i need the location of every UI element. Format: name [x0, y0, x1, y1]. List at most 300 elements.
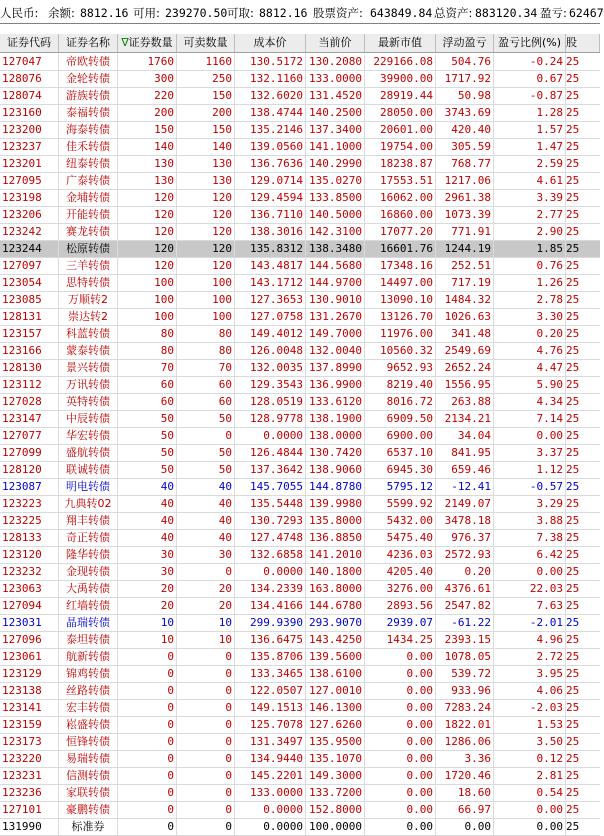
- table-row[interactable]: [0, 241, 600, 258]
- cell-extra: 25: [566, 310, 580, 323]
- cell-price: 138.6100: [306, 666, 365, 682]
- cell-name: 蒙泰转债: [59, 343, 118, 359]
- table-row[interactable]: [0, 275, 600, 292]
- cell-qty: 120: [118, 207, 177, 223]
- cell-qty: 30: [118, 564, 177, 580]
- cell-code: 123085: [0, 292, 59, 308]
- cell-extra: 25: [566, 599, 580, 612]
- table-row[interactable]: [0, 445, 600, 462]
- cell-pnl-ratio: 0.00: [494, 564, 566, 580]
- cell-qty: 10: [118, 615, 177, 631]
- cell-market-value: 2893.56: [365, 598, 436, 614]
- table-row[interactable]: [0, 173, 600, 190]
- cell-sellable: 100: [177, 309, 235, 325]
- cell-code: 123231: [0, 768, 59, 784]
- table-row[interactable]: [0, 530, 600, 547]
- cell-floating-pnl: 1026.63: [436, 309, 494, 325]
- cell-code: 128131: [0, 309, 59, 325]
- cell-sellable: 120: [177, 190, 235, 206]
- cell-sellable: 0: [177, 717, 235, 733]
- cell-price: 293.9070: [306, 615, 365, 631]
- cell-market-value: 0.00: [365, 649, 436, 665]
- cell-qty: 20: [118, 598, 177, 614]
- cell-name: 标准券: [59, 819, 118, 835]
- table-row[interactable]: [0, 156, 600, 173]
- cell-price: 100.0000: [306, 819, 365, 835]
- cell-sellable: 40: [177, 496, 235, 512]
- table-row[interactable]: [0, 666, 600, 683]
- balance-label: 余额:: [48, 6, 75, 20]
- cell-code: 123160: [0, 105, 59, 121]
- positions-table[interactable]: [0, 34, 600, 836]
- cell-code: 123198: [0, 190, 59, 206]
- cell-floating-pnl: 3.36: [436, 751, 494, 767]
- cell-name: 豪鹏转债: [59, 802, 118, 818]
- cell-market-value: 6900.00: [365, 428, 436, 444]
- cell-extra: 25: [566, 106, 580, 119]
- cell-sellable: 40: [177, 479, 235, 495]
- cell-cost: 149.4012: [235, 326, 306, 342]
- cell-market-value: 5432.00: [365, 513, 436, 529]
- cell-floating-pnl: 504.76: [436, 54, 494, 70]
- cell-name: 海泰转债: [59, 122, 118, 138]
- cell-price: 136.9900: [306, 377, 365, 393]
- cell-code: 123159: [0, 717, 59, 733]
- cell-cost: 143.4817: [235, 258, 306, 274]
- cell-name: 科蓝转债: [59, 326, 118, 342]
- header-col-market-value[interactable]: 最新市值: [365, 34, 436, 52]
- cell-qty: 30: [118, 547, 177, 563]
- cell-sellable: 0: [177, 768, 235, 784]
- table-row[interactable]: [0, 54, 600, 71]
- cell-cost: 130.7293: [235, 513, 306, 529]
- cell-cost: 145.7055: [235, 479, 306, 495]
- cell-price: 144.6780: [306, 598, 365, 614]
- cell-cost: 136.7636: [235, 156, 306, 172]
- cell-floating-pnl: 2961.38: [436, 190, 494, 206]
- table-row[interactable]: [0, 513, 600, 530]
- cell-pnl-ratio: 22.03: [494, 581, 566, 597]
- cell-price: 133.8500: [306, 190, 365, 206]
- table-row[interactable]: [0, 360, 600, 377]
- cell-cost: 138.4744: [235, 105, 306, 121]
- cell-code: 123120: [0, 547, 59, 563]
- table-row[interactable]: [0, 615, 600, 632]
- cell-market-value: 18238.87: [365, 156, 436, 172]
- header-col-price[interactable]: 当前价: [306, 34, 365, 52]
- table-row[interactable]: [0, 224, 600, 241]
- cell-name: 思特转债: [59, 275, 118, 291]
- cell-sellable: 0: [177, 683, 235, 699]
- table-row[interactable]: [0, 309, 600, 326]
- cell-sellable: 30: [177, 547, 235, 563]
- cell-sellable: 20: [177, 581, 235, 597]
- cell-qty: 0: [118, 649, 177, 665]
- cell-sellable: 70: [177, 360, 235, 376]
- cell-floating-pnl: 2572.93: [436, 547, 494, 563]
- table-row[interactable]: [0, 343, 600, 360]
- header-col-qty[interactable]: ∇证券数量: [118, 34, 177, 52]
- cell-sellable: 40: [177, 513, 235, 529]
- cell-sellable: 100: [177, 275, 235, 291]
- cell-price: 135.1070: [306, 751, 365, 767]
- pnl-label: 盈亏:: [540, 6, 567, 20]
- cell-code: 123141: [0, 700, 59, 716]
- cell-price: 137.8990: [306, 360, 365, 376]
- cell-floating-pnl: 717.19: [436, 275, 494, 291]
- cell-name: 家联转债: [59, 785, 118, 801]
- cell-floating-pnl: 420.40: [436, 122, 494, 138]
- cell-extra: 25: [566, 395, 580, 408]
- total-assets-value: 883120.34: [475, 6, 538, 20]
- cell-name: 泰福转债: [59, 105, 118, 121]
- header-col-sellable[interactable]: 可卖数量: [177, 34, 235, 52]
- withdrawable-value: 8812.16: [259, 6, 308, 20]
- cell-floating-pnl: 3743.69: [436, 105, 494, 121]
- header-col-pnl-ratio[interactable]: 盈亏比例(%): [494, 34, 566, 52]
- table-row[interactable]: [0, 190, 600, 207]
- stock-assets-value: 643849.84: [370, 6, 433, 20]
- table-row[interactable]: [0, 785, 600, 802]
- cell-floating-pnl: 2549.69: [436, 343, 494, 359]
- table-row[interactable]: [0, 768, 600, 785]
- cell-price: 152.8000: [306, 802, 365, 818]
- cell-sellable: 0: [177, 666, 235, 682]
- cell-price: 138.3480: [306, 241, 365, 257]
- available-label: 可用:: [133, 6, 160, 20]
- cell-name: 英特转债: [59, 394, 118, 410]
- cell-floating-pnl: 2393.15: [436, 632, 494, 648]
- cell-pnl-ratio: 2.72: [494, 649, 566, 665]
- cell-cost: 129.4594: [235, 190, 306, 206]
- cell-market-value: 0.00: [365, 683, 436, 699]
- cell-price: 163.8000: [306, 581, 365, 597]
- cell-qty: 50: [118, 428, 177, 444]
- cell-floating-pnl: 4376.61: [436, 581, 494, 597]
- cell-cost: 135.8312: [235, 241, 306, 257]
- table-row[interactable]: [0, 683, 600, 700]
- cell-qty: 0: [118, 819, 177, 835]
- cell-qty: 60: [118, 394, 177, 410]
- cell-floating-pnl: 341.48: [436, 326, 494, 342]
- cell-floating-pnl: 0.00: [436, 819, 494, 835]
- cell-cost: 127.3653: [235, 292, 306, 308]
- cell-code: 128074: [0, 88, 59, 104]
- cell-pnl-ratio: 2.81: [494, 768, 566, 784]
- cell-pnl-ratio: 1.47: [494, 139, 566, 155]
- cell-cost: 149.1513: [235, 700, 306, 716]
- cell-extra: 25: [566, 514, 580, 527]
- cell-cost: 139.0560: [235, 139, 306, 155]
- cell-market-value: 16860.00: [365, 207, 436, 223]
- cell-code: 123201: [0, 156, 59, 172]
- table-row[interactable]: [0, 649, 600, 666]
- cell-market-value: 3276.00: [365, 581, 436, 597]
- cell-market-value: 20601.00: [365, 122, 436, 138]
- cell-qty: 120: [118, 241, 177, 257]
- cell-sellable: 80: [177, 326, 235, 342]
- cell-cost: 0.0000: [235, 564, 306, 580]
- cell-floating-pnl: 1217.06: [436, 173, 494, 189]
- cell-cost: 122.0507: [235, 683, 306, 699]
- cell-cost: 132.6020: [235, 88, 306, 104]
- cell-code: 123232: [0, 564, 59, 580]
- cell-floating-pnl: 1244.19: [436, 241, 494, 257]
- table-row[interactable]: [0, 122, 600, 139]
- cell-name: 宏丰转债: [59, 700, 118, 716]
- table-row[interactable]: [0, 462, 600, 479]
- cell-code: 123166: [0, 343, 59, 359]
- cell-market-value: 9652.93: [365, 360, 436, 376]
- table-row[interactable]: [0, 700, 600, 717]
- cell-market-value: 39900.00: [365, 71, 436, 87]
- cell-sellable: 10: [177, 615, 235, 631]
- cell-sellable: 130: [177, 173, 235, 189]
- cell-pnl-ratio: 1.28: [494, 105, 566, 121]
- cell-code: 127096: [0, 632, 59, 648]
- table-header: [0, 34, 600, 53]
- cell-sellable: 0: [177, 700, 235, 716]
- table-row[interactable]: [0, 717, 600, 734]
- cell-cost: 126.0048: [235, 343, 306, 359]
- cell-extra: 25: [566, 174, 580, 187]
- cell-name: 游族转债: [59, 88, 118, 104]
- cell-price: 132.0040: [306, 343, 365, 359]
- cell-code: 128133: [0, 530, 59, 546]
- cell-price: 140.1800: [306, 564, 365, 580]
- cell-cost: 129.3543: [235, 377, 306, 393]
- cell-code: 123173: [0, 734, 59, 750]
- cell-cost: 133.3465: [235, 666, 306, 682]
- table-row[interactable]: [0, 394, 600, 411]
- stock-assets-label: 股票资产:: [313, 6, 363, 20]
- cell-extra: 25: [566, 803, 580, 816]
- table-row[interactable]: [0, 479, 600, 496]
- cell-market-value: 11976.00: [365, 326, 436, 342]
- summary-divider: [0, 23, 600, 24]
- cell-price: 138.0000: [306, 428, 365, 444]
- header-col-extra[interactable]: 股: [566, 34, 600, 52]
- cell-market-value: 4205.40: [365, 564, 436, 580]
- cell-name: 纽泰转债: [59, 156, 118, 172]
- cell-sellable: 0: [177, 751, 235, 767]
- cell-price: 140.5000: [306, 207, 365, 223]
- cell-extra: 25: [566, 718, 580, 731]
- cell-code: 123244: [0, 241, 59, 257]
- cell-qty: 40: [118, 496, 177, 512]
- cell-extra: 25: [566, 786, 580, 799]
- cell-pnl-ratio: 0.67: [494, 71, 566, 87]
- cell-extra: 25: [566, 667, 580, 680]
- cell-floating-pnl: 2652.24: [436, 360, 494, 376]
- cell-cost: 132.0035: [235, 360, 306, 376]
- cell-floating-pnl: 976.37: [436, 530, 494, 546]
- table-row[interactable]: [0, 819, 600, 836]
- table-row[interactable]: [0, 581, 600, 598]
- cell-price: 136.8850: [306, 530, 365, 546]
- cell-pnl-ratio: 6.42: [494, 547, 566, 563]
- table-row[interactable]: [0, 105, 600, 122]
- cell-extra: 25: [566, 752, 580, 765]
- cell-floating-pnl: 0.20: [436, 564, 494, 580]
- cell-extra: 25: [566, 242, 580, 255]
- pnl-value: 62467: [569, 6, 604, 20]
- table-row[interactable]: [0, 207, 600, 224]
- cell-extra: 25: [566, 565, 580, 578]
- cell-qty: 50: [118, 462, 177, 478]
- table-row[interactable]: [0, 598, 600, 615]
- cell-cost: 128.9778: [235, 411, 306, 427]
- cell-price: 139.9980: [306, 496, 365, 512]
- cell-name: 信测转债: [59, 768, 118, 784]
- cell-qty: 120: [118, 190, 177, 206]
- cell-qty: 20: [118, 581, 177, 597]
- cell-sellable: 0: [177, 649, 235, 665]
- cell-code: 127094: [0, 598, 59, 614]
- cell-extra: 25: [566, 616, 580, 629]
- cell-code: 123236: [0, 785, 59, 801]
- cell-name: 航新转债: [59, 649, 118, 665]
- cell-name: 金埔转债: [59, 190, 118, 206]
- cell-pnl-ratio: 0.00: [494, 802, 566, 818]
- cell-price: 138.9060: [306, 462, 365, 478]
- table-row[interactable]: [0, 88, 600, 105]
- cell-extra: 25: [566, 684, 580, 697]
- cell-code: 127097: [0, 258, 59, 274]
- cell-extra: 25: [566, 701, 580, 714]
- cell-cost: 131.3497: [235, 734, 306, 750]
- cell-code: 123206: [0, 207, 59, 223]
- cell-name: 景兴转债: [59, 360, 118, 376]
- cell-floating-pnl: 933.96: [436, 683, 494, 699]
- header-col-name[interactable]: 证券名称: [59, 34, 118, 52]
- cell-qty: 50: [118, 445, 177, 461]
- cell-name: 奇正转债: [59, 530, 118, 546]
- cell-name: 九典转02: [59, 496, 118, 512]
- table-row[interactable]: [0, 292, 600, 309]
- cell-sellable: 20: [177, 598, 235, 614]
- cell-name: 丝路转债: [59, 683, 118, 699]
- cell-pnl-ratio: -0.57: [494, 479, 566, 495]
- cell-code: 123237: [0, 139, 59, 155]
- cell-floating-pnl: 768.77: [436, 156, 494, 172]
- cell-pnl-ratio: 3.88: [494, 513, 566, 529]
- table-row[interactable]: [0, 71, 600, 88]
- cell-qty: 130: [118, 156, 177, 172]
- header-col-floating-pnl[interactable]: 浮动盈亏: [436, 34, 494, 52]
- cell-cost: 136.7110: [235, 207, 306, 223]
- cell-pnl-ratio: -2.01: [494, 615, 566, 631]
- cell-pnl-ratio: 4.47: [494, 360, 566, 376]
- cell-extra: 25: [566, 89, 580, 102]
- cell-qty: 1760: [118, 54, 177, 70]
- cell-pnl-ratio: 3.29: [494, 496, 566, 512]
- table-row[interactable]: [0, 139, 600, 156]
- cell-name: 晶瑞转债: [59, 615, 118, 631]
- cell-sellable: 10: [177, 632, 235, 648]
- table-row[interactable]: [0, 377, 600, 394]
- cell-cost: 0.0000: [235, 819, 306, 835]
- cell-name: 联诚转债: [59, 462, 118, 478]
- cell-floating-pnl: 1078.05: [436, 649, 494, 665]
- cell-code: 127077: [0, 428, 59, 444]
- cell-market-value: 16062.00: [365, 190, 436, 206]
- table-row[interactable]: [0, 547, 600, 564]
- cell-price: 135.8000: [306, 513, 365, 529]
- cell-market-value: 13090.10: [365, 292, 436, 308]
- cell-price: 144.5680: [306, 258, 365, 274]
- cell-qty: 0: [118, 802, 177, 818]
- table-row[interactable]: [0, 751, 600, 768]
- table-row[interactable]: [0, 734, 600, 751]
- cell-extra: 25: [566, 344, 580, 357]
- cell-extra: 25: [566, 378, 580, 391]
- cell-name: 易瑞转债: [59, 751, 118, 767]
- cell-cost: 299.9390: [235, 615, 306, 631]
- cell-qty: 70: [118, 360, 177, 376]
- table-row[interactable]: [0, 326, 600, 343]
- cell-name: 泰坦转债: [59, 632, 118, 648]
- cell-pnl-ratio: 3.50: [494, 734, 566, 750]
- cell-code: 128130: [0, 360, 59, 376]
- cell-price: 140.2500: [306, 105, 365, 121]
- cell-qty: 220: [118, 88, 177, 104]
- cell-price: 142.3100: [306, 224, 365, 240]
- cell-name: 广泰转债: [59, 173, 118, 189]
- cell-qty: 120: [118, 258, 177, 274]
- cell-cost: 135.2146: [235, 122, 306, 138]
- table-row[interactable]: [0, 411, 600, 428]
- cell-market-value: 13126.70: [365, 309, 436, 325]
- cell-pnl-ratio: 1.53: [494, 717, 566, 733]
- cell-floating-pnl: 305.59: [436, 139, 494, 155]
- cell-cost: 125.7078: [235, 717, 306, 733]
- cell-pnl-ratio: 2.77: [494, 207, 566, 223]
- cell-qty: 80: [118, 326, 177, 342]
- cell-sellable: 0: [177, 785, 235, 801]
- cell-code: 127095: [0, 173, 59, 189]
- table-row[interactable]: [0, 632, 600, 649]
- cell-code: 123225: [0, 513, 59, 529]
- cell-pnl-ratio: -2.03: [494, 700, 566, 716]
- cell-cost: 138.3016: [235, 224, 306, 240]
- cell-price: 131.2670: [306, 309, 365, 325]
- cell-qty: 140: [118, 139, 177, 155]
- cell-price: 140.2990: [306, 156, 365, 172]
- cell-pnl-ratio: -0.24: [494, 54, 566, 70]
- cell-sellable: 1160: [177, 54, 235, 70]
- cell-market-value: 8219.40: [365, 377, 436, 393]
- sort-indicator-icon: ∇: [121, 36, 129, 49]
- table-row[interactable]: [0, 428, 600, 445]
- header-col-cost[interactable]: 成本价: [235, 34, 306, 52]
- cell-code: 127047: [0, 54, 59, 70]
- cell-market-value: 6945.30: [365, 462, 436, 478]
- cell-floating-pnl: 539.72: [436, 666, 494, 682]
- table-row[interactable]: [0, 802, 600, 819]
- table-row[interactable]: [0, 258, 600, 275]
- table-row[interactable]: [0, 496, 600, 513]
- cell-extra: 25: [566, 531, 580, 544]
- cell-code: 123031: [0, 615, 59, 631]
- cell-cost: 130.5172: [235, 54, 306, 70]
- cell-name: 三羊转债: [59, 258, 118, 274]
- cell-price: 135.9500: [306, 734, 365, 750]
- cell-qty: 40: [118, 479, 177, 495]
- cell-market-value: 6909.50: [365, 411, 436, 427]
- header-col-code[interactable]: 证券代码: [0, 34, 59, 52]
- table-row[interactable]: [0, 564, 600, 581]
